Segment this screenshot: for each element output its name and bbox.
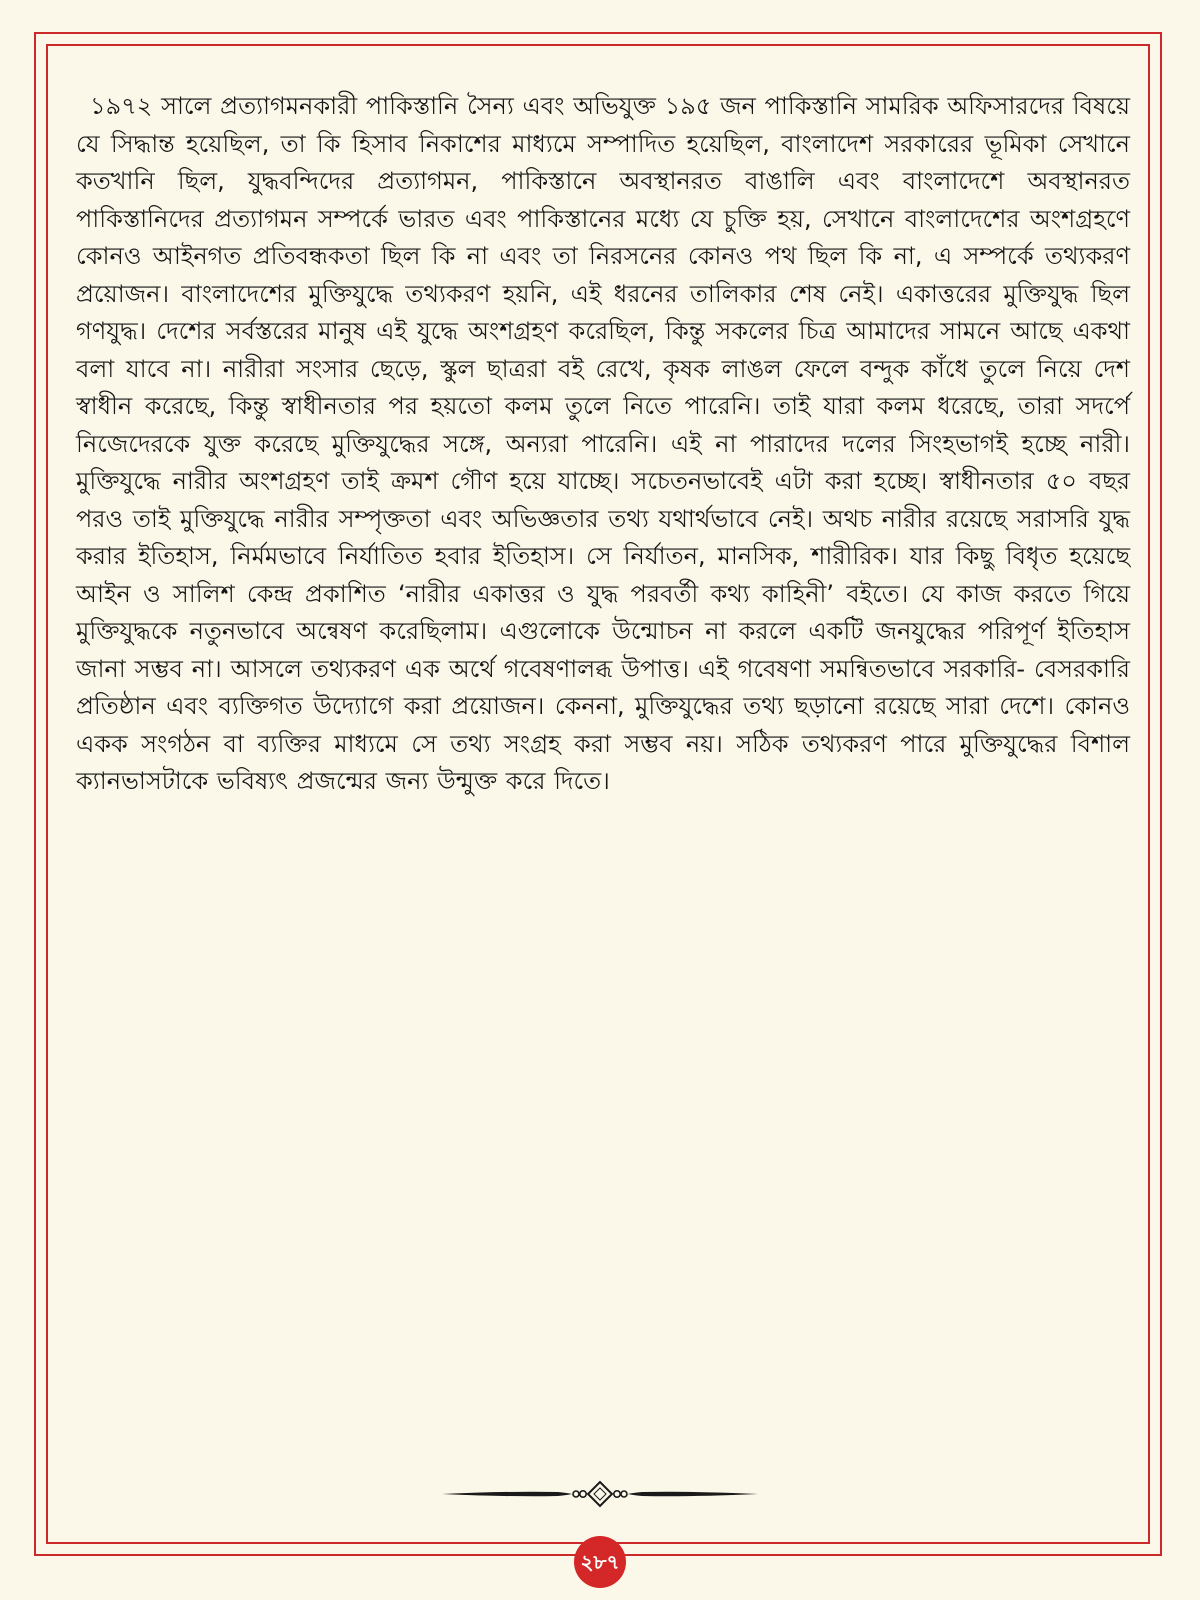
- divider-ornament-icon: [440, 1474, 760, 1514]
- article-body: ১৯৭২ সালে প্রত্যাগমনকারী পাকিস্তানি সৈন্য এবং অভিযুক্ত ১৯৫ জন পাকিস্তানি সামরিক অফিসারদের বিষয়ে যে সিদ্ধান্ত হয়েছিল, তা কি হিসাব নিকাশের মাধ্যমে সম্পাদিত হয়েছিল, বাংলাদেশ সরকারের ভূমিকা সেখানে কতখানি ছিল, যুদ্ধবন্দিদের প্রত্যাগমন, পাকিস্তানে অবস্থানরত বাঙালি এবং বাংলাদেশে অবস্থানরত পাকিস্তানিদের প্রত্যাগমন সম্পর্কে ভারত এবং পাকিস্তানের মধ্যে যে চুক্তি হয়, সেখানে বাংলাদেশের অংশগ্রহণে কোনও আইনগত প্রতিবন্ধকতা ছিল কি না এবং তা নিরসনের কোনও পথ ছিল কি না, এ সম্পর্কে তথ্যকরণ প্রয়োজন। বাংলাদেশের মুক্তিযুদ্ধে তথ্যকরণ হয়নি, এই ধরনের তালিকার শেষ নেই। একাত্তরের মুক্তিযুদ্ধ ছিল গণযুদ্ধ। দেশের সর্বস্তরের মানুষ এই যুদ্ধে অংশগ্রহণ করেছিল, কিন্তু সকলের চিত্র আমাদের সামনে আছে একথা বলা যাবে না। নারীরা সংসার ছেড়ে, স্কুল ছাত্ররা বই রেখে, কৃষক লাঙল ফেলে বন্দুক কাঁধে তুলে নিয়ে দেশ স্বাধীন করেছে, কিন্তু স্বাধীনতার পর হয়তো কলম তুলে নিতে পারেনি। তাই যারা কলম ধরেছে, তারা সদর্পে নিজেদেরকে যুক্ত করেছে মুক্তিযুদ্ধের সঙ্গে, অন্যরা পারেনি। এই না পারাদের দলের সিংহভাগই হচ্ছে নারী। মুক্তিযুদ্ধে নারীর অংশগ্রহণ তাই ক্রমশ গৌণ হয়ে যাচ্ছে। সচেতনভাবেই এটা করা হচ্ছে। স্বাধীনতার ৫০ বছর পরও তাই মুক্তিযুদ্ধে নারীর সম্পৃক্ততা এবং অভিজ্ঞতার তথ্য যথার্থভাবে নেই। অথচ নারীর রয়েছে সরাসরি যুদ্ধ করার ইতিহাস, নির্মমভাবে নির্যাতিত হবার ইতিহাস। সে নির্যাতন, মানসিক, শারীরিক। যার কিছু বিধৃত হয়েছে আইন ও সালিশ কেন্দ্র প্রকাশিত ‘নারীর একাত্তর ও যুদ্ধ পরবর্তী কথ্য কাহিনী’ বইতে। যে কাজ করতে গিয়ে মুক্তিযুদ্ধকে নতুনভাবে অন্বেষণ করেছিলাম। এগুলোকে উন্মোচন না করলে একটি জনযুদ্ধের পরিপূর্ণ ইতিহাস জানা সম্ভব না। আসলে তথ্যকরণ এক অর্থে গবেষণালব্ধ উপাত্ত। এই গবেষণা সমন্বিতভাবে সরকারি- বেসরকারি প্রতিষ্ঠান এবং ব্যক্তিগত উদ্যোগে করা প্রয়োজন। কেননা, মুক্তিযুদ্ধের তথ্য ছড়ানো রয়েছে সারা দেশে। কোনও একক সংগঠন বা ব্যক্তির মাধ্যমে সে তথ্য সংগ্রহ করা সম্ভব নয়। সঠিক তথ্যকরণ পারে মুক্তিযুদ্ধের বিশাল ক্যানভাসটাকে ভবিষ্যৎ প্রজন্মের জন্য উন্মুক্ত করে দিতে।: [76, 92, 1130, 795]
- page-number-badge: ২৮৭: [574, 1536, 626, 1588]
